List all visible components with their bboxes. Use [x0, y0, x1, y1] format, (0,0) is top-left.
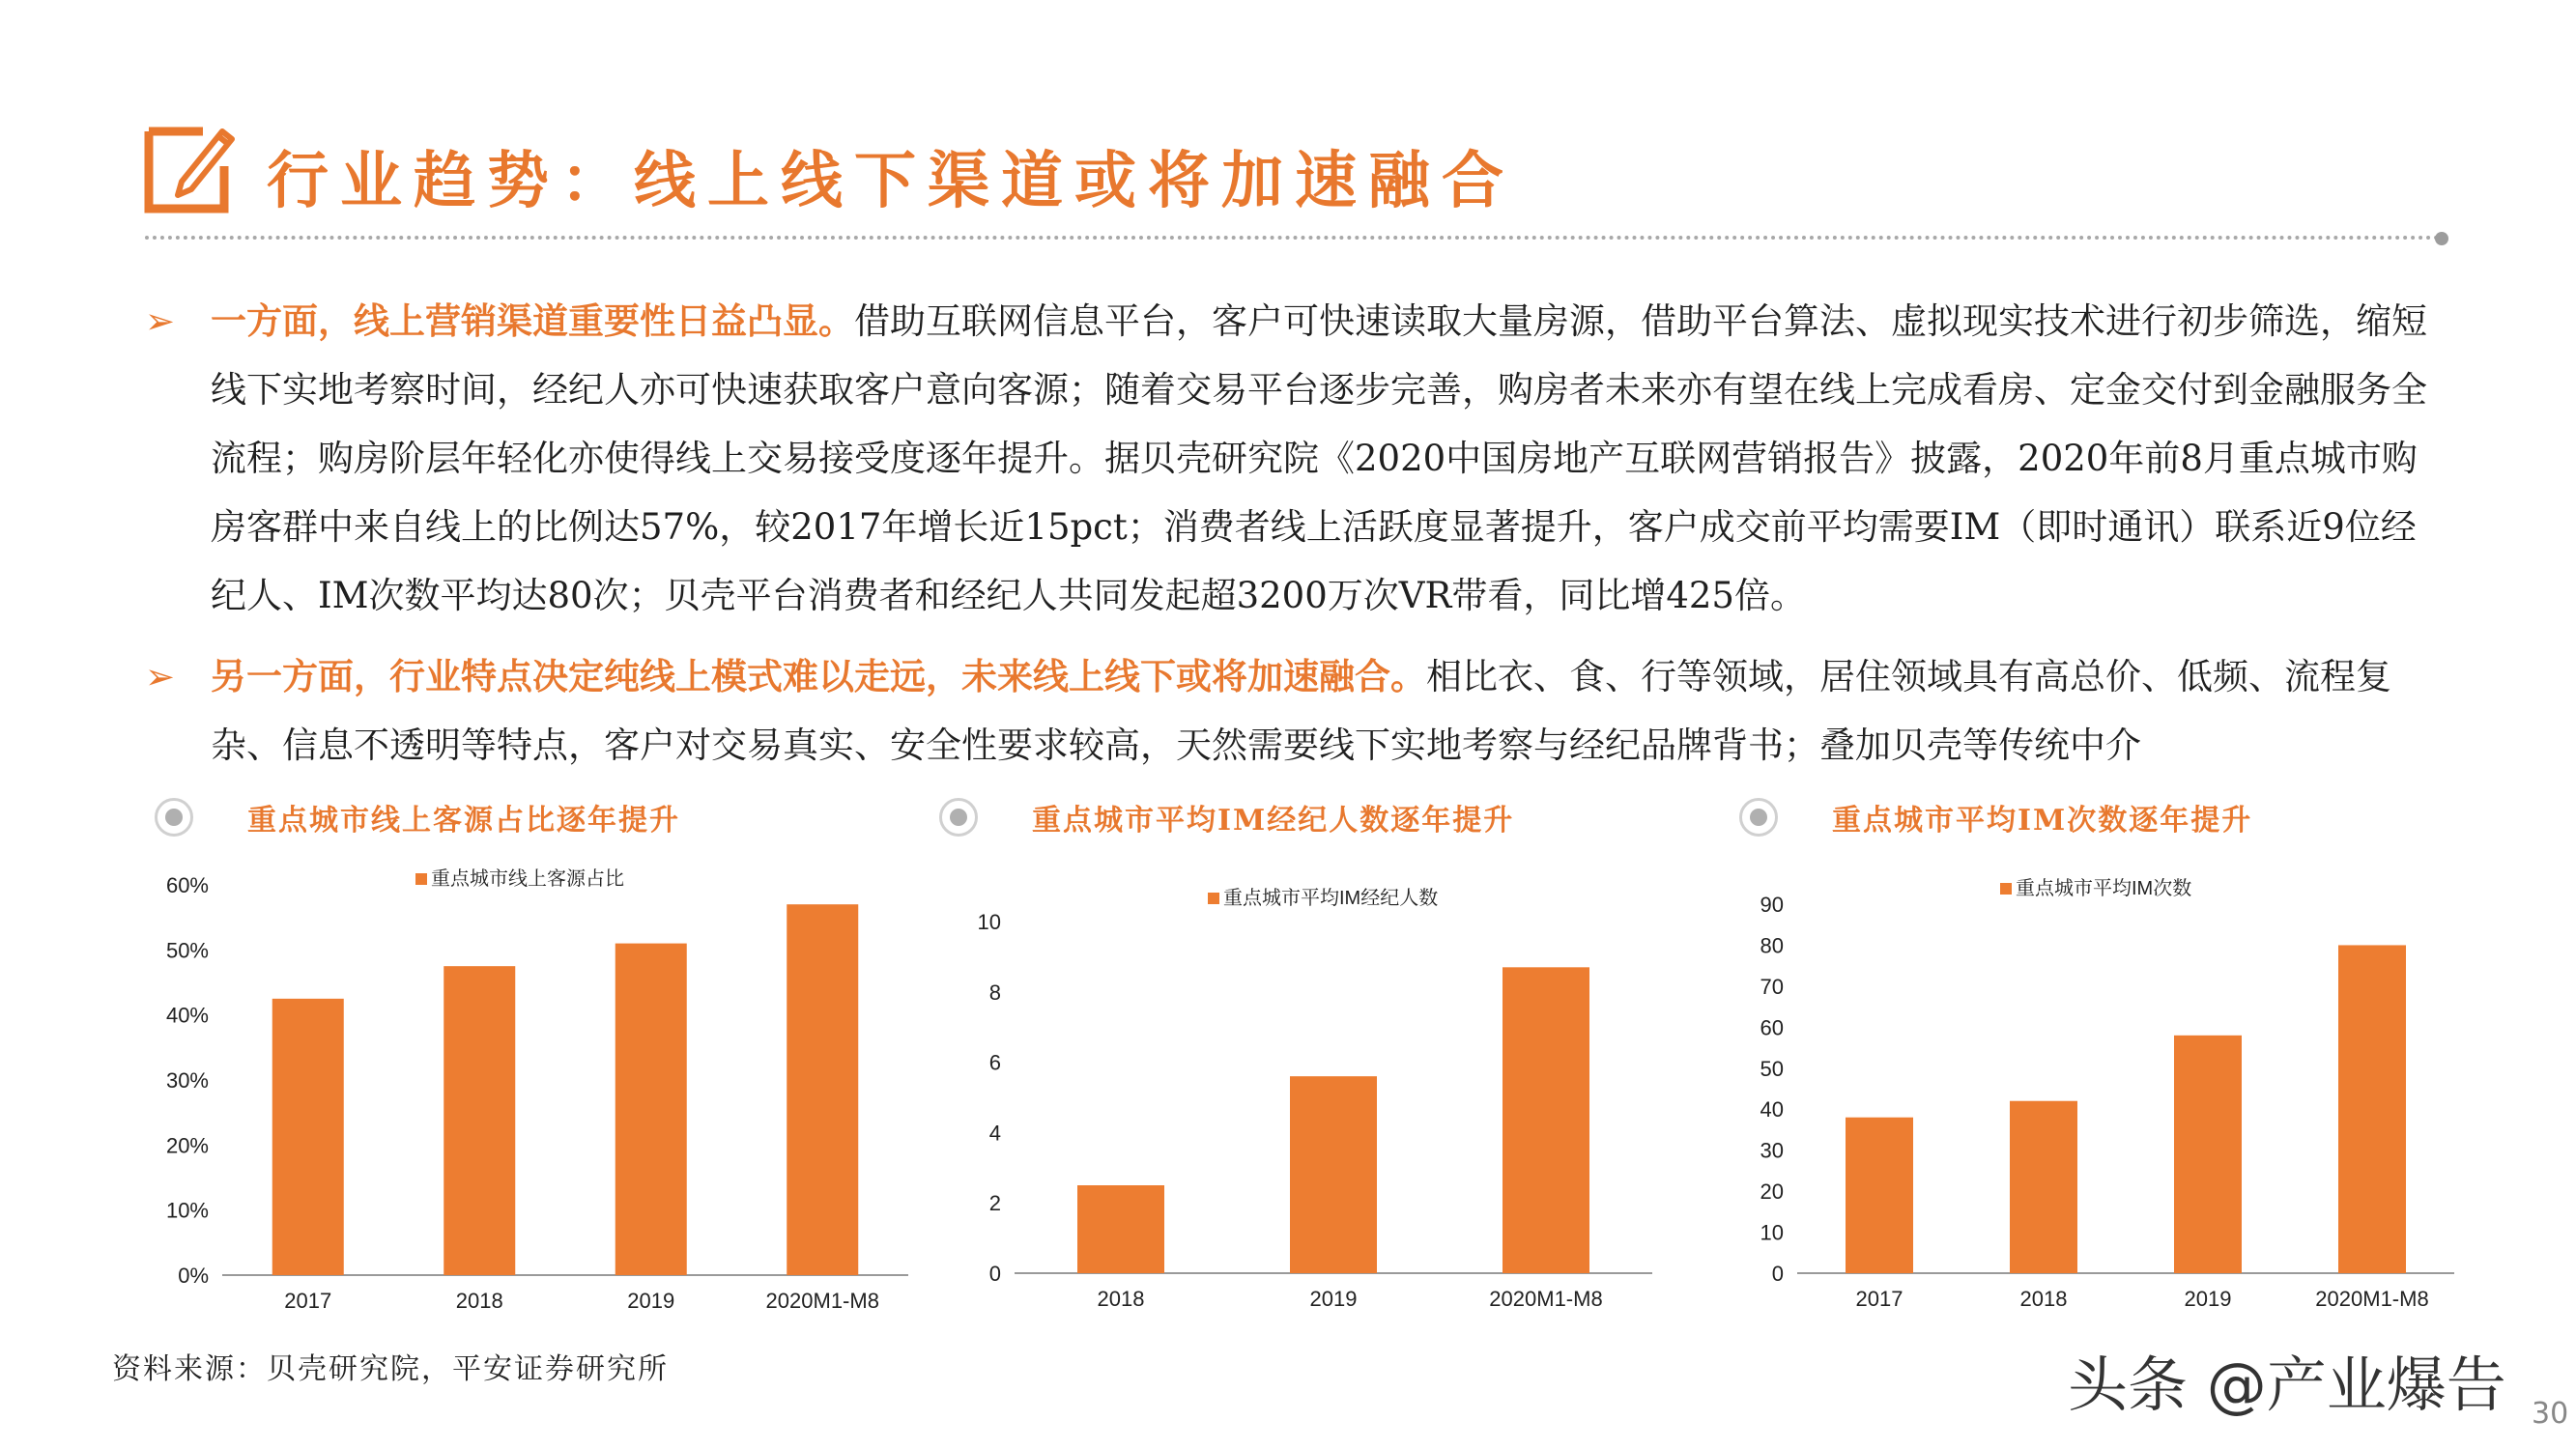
x-tick-label: 2017 [284, 1289, 332, 1313]
y-tick-label: 8 [988, 980, 1001, 1005]
y-tick-label: 40% [165, 1003, 209, 1028]
section-label: 重点城市平均IM经纪人数逐年提升 [1032, 804, 1515, 838]
chart-im-count [1720, 850, 2464, 1323]
y-tick-label: 4 [988, 1121, 1001, 1146]
bar [2174, 1036, 2242, 1273]
y-tick-label: 80 [1760, 933, 1784, 958]
y-tick-label: 10 [977, 910, 1001, 934]
legend-swatch [1208, 893, 1219, 904]
paragraph-text: 相比衣、食、行等领域，居住领域具有高总价、低频、流程复杂、信息不透明等特点，客户对交易真实、安全性要求较高，天然需要线下实地考察与经纪品牌背书；叠加贝壳等传统中介 [211, 656, 2391, 766]
legend-swatch [2000, 883, 2012, 895]
y-tick-label: 20% [165, 1133, 209, 1158]
y-tick-label: 40 [1760, 1097, 1784, 1122]
x-tick-label: 2019 [2184, 1287, 2232, 1311]
bar [2010, 1101, 2077, 1273]
y-tick-label: 0 [1771, 1262, 1784, 1286]
legend-swatch [415, 873, 427, 885]
paragraph-offline-channel [145, 642, 2445, 780]
y-tick-label: 2 [988, 1191, 1001, 1216]
bar [1503, 967, 1589, 1273]
title-divider [145, 236, 2441, 240]
paragraph-online-channel [145, 287, 2445, 630]
y-tick-label: 20 [1760, 1179, 1784, 1205]
bar [272, 999, 344, 1275]
chart-im-agents [947, 850, 1662, 1323]
bar [1290, 1076, 1377, 1273]
x-tick-label: 2019 [627, 1289, 675, 1313]
paragraph-highlight: 一方面，线上营销渠道重要性日益凸显。 [211, 299, 854, 342]
y-tick-label: 6 [988, 1050, 1001, 1075]
x-tick-label: 2018 [455, 1289, 503, 1313]
x-tick-label: 2018 [2019, 1287, 2068, 1311]
radio-icon [1739, 798, 1778, 837]
page-number: 30 [2532, 1397, 2569, 1431]
y-tick-label: 30 [1760, 1138, 1784, 1163]
y-tick-label: 60% [165, 873, 209, 897]
legend-label: 重点城市平均IM次数 [2016, 878, 2192, 899]
y-tick-label: 70 [1760, 974, 1784, 999]
y-tick-label: 10% [165, 1198, 209, 1223]
bar [1077, 1185, 1164, 1273]
watermark: 头条 @产业爆告 [2068, 1350, 2506, 1420]
bullet-arrow-icon: ➢ [145, 656, 176, 697]
y-tick-label: 60 [1760, 1015, 1784, 1040]
legend-label: 重点城市线上客源占比 [431, 868, 624, 890]
bar [444, 966, 515, 1275]
y-tick-label: 30% [165, 1068, 209, 1093]
y-tick-label: 50 [1760, 1056, 1784, 1081]
source-note: 资料来源：贝壳研究院，平安证券研究所 [112, 1352, 669, 1386]
section-label: 重点城市平均IM次数逐年提升 [1832, 804, 2253, 838]
page-title: 行业趋势：线上线下渠道或将加速融合 [267, 145, 1515, 217]
x-tick-label: 2019 [1309, 1287, 1358, 1311]
bar [2338, 945, 2406, 1273]
paragraph-text: 借助互联网信息平台，客户可快速读取大量房源，借助平台算法、虚拟现实技术进行初步筛选，缩短线下实地考察时间，经纪人亦可快速获取客户意向客源；随着交易平台逐步完善，购房者未来亦有望在线上完成看房、定金交付到金融服务全流程；购房阶层年轻化亦使得线上交易接受度逐年提升。据贝壳研究院《2020中国房地产互联网营销报告》披露，2020年前8月重点城市购房客群中来自线上的比例达57%，较2017年增长近15pct；消费者线上活跃度显著提升，客户成交前平均需要IM（即时通讯）联系近9位经纪人、IM次数平均达80次；贝壳平台消费者和经纪人共同发起超3200万次VR带看，同比增425倍。 [211, 300, 2427, 616]
y-tick-label: 50% [165, 938, 209, 963]
bar [1846, 1118, 1913, 1273]
bar [615, 944, 687, 1275]
radio-icon [939, 798, 978, 837]
x-tick-label: 2020M1-M8 [765, 1289, 879, 1313]
bullet-arrow-icon: ➢ [145, 300, 176, 342]
paragraph-highlight: 另一方面，行业特点决定纯线上模式难以走远，未来线上线下或将加速融合。 [211, 655, 1426, 697]
y-tick-label: 10 [1760, 1220, 1784, 1245]
y-tick-label: 90 [1760, 893, 1784, 917]
x-tick-label: 2020M1-M8 [2315, 1287, 2429, 1311]
x-tick-label: 2018 [1097, 1287, 1145, 1311]
chart-online-share [135, 850, 928, 1323]
y-tick-label: 0 [988, 1262, 1001, 1286]
y-tick-label: 0% [178, 1264, 209, 1288]
section-label: 重点城市线上客源占比逐年提升 [247, 804, 680, 838]
legend-label: 重点城市平均IM经纪人数 [1223, 888, 1439, 909]
bar [787, 904, 858, 1275]
radio-icon [155, 798, 193, 837]
edit-pencil-icon [143, 118, 236, 214]
x-tick-label: 2020M1-M8 [1489, 1287, 1603, 1311]
x-tick-label: 2017 [1855, 1287, 1903, 1311]
divider-dot [2435, 232, 2448, 245]
